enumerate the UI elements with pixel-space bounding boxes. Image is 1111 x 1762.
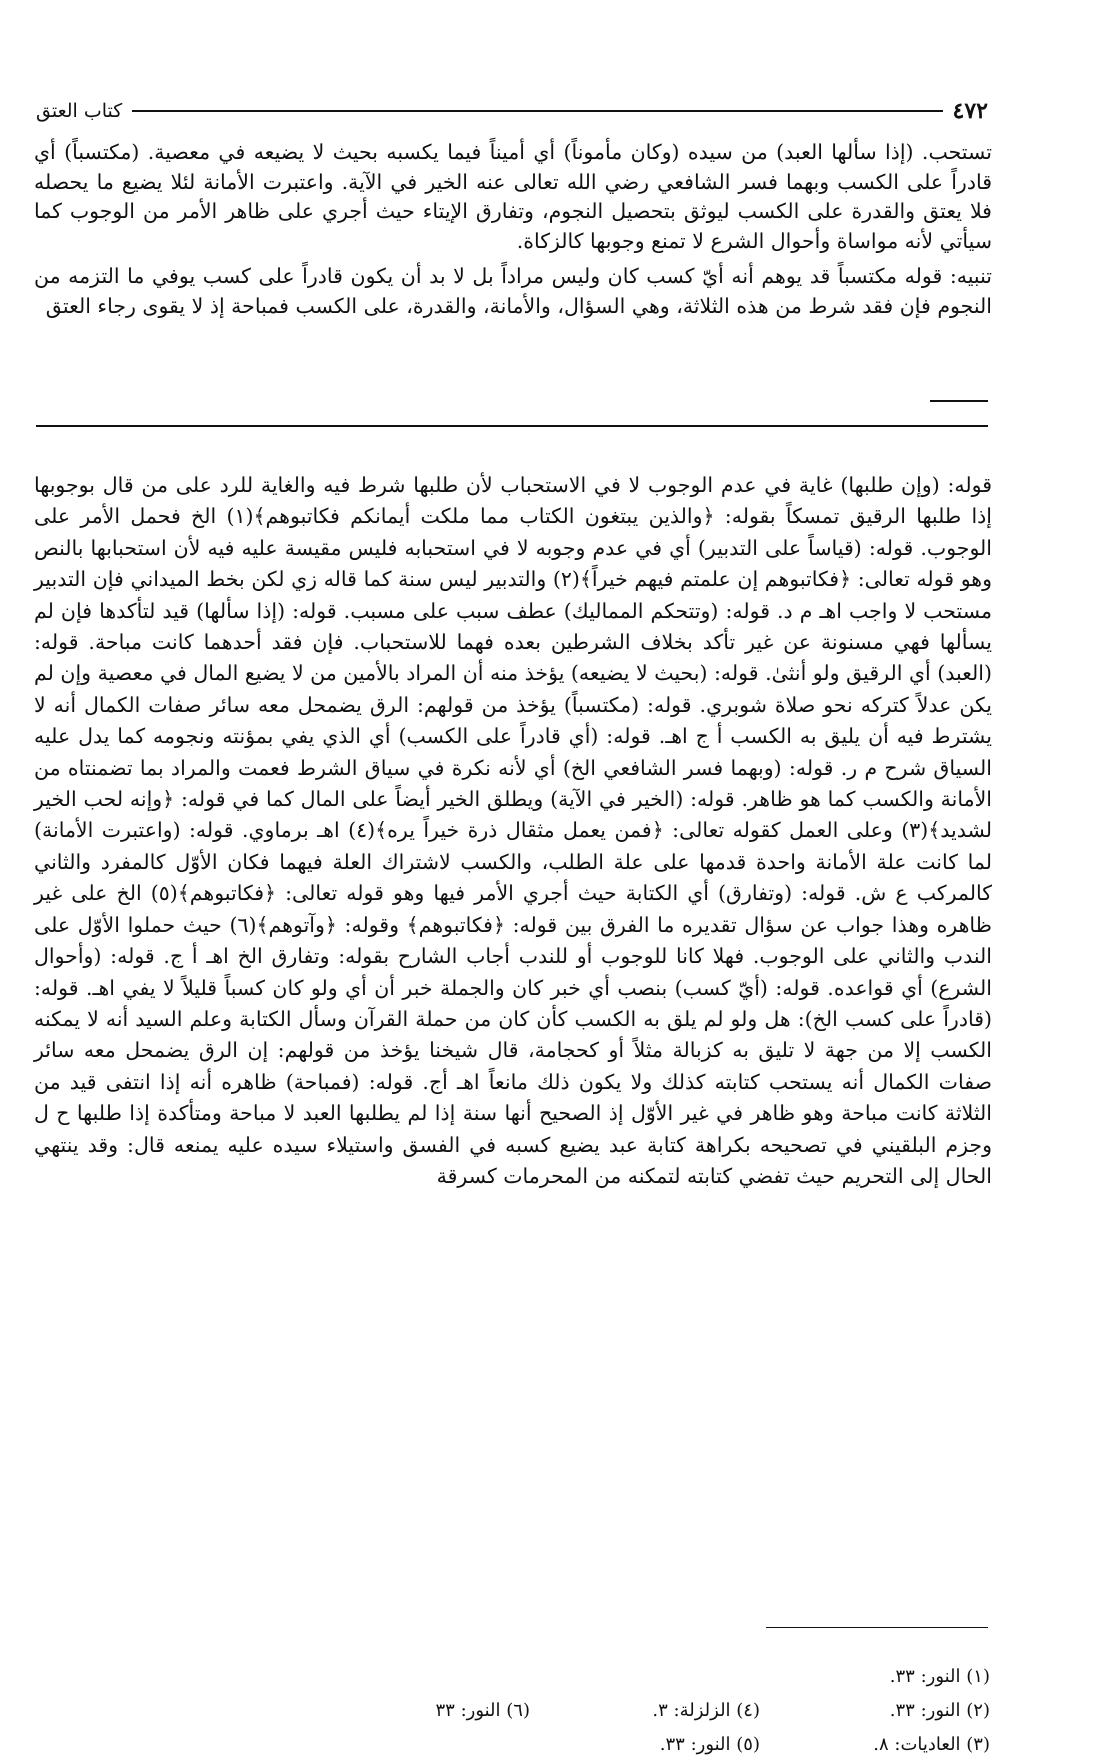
continuation-rule (930, 400, 988, 402)
footnote-row (300, 1694, 990, 1728)
footnote-row (300, 1660, 990, 1694)
footnote-row (300, 1728, 990, 1762)
tanbih-paragraph: تنبيه: قوله مكتسباً قد يوهم أنه أيّ كسب كان وليس مراداً بل لا بد أن يكون قادراً على كسب يوفي ما التزمه من النجوم فإن فقد شرط من هذه الثلاثة، وهي السؤال، والأمانة، والقدرة، على الكسب فمباحة إذ لا يقوى رجاء العتق (34, 264, 992, 318)
main-commentary (34, 138, 992, 321)
footnote-rule (766, 1627, 988, 1628)
gloss-paragraph: قوله: (وإن طلبها) غاية في عدم الوجوب لا في الاستحباب لأن طلبها شرط فيه والغاية للرد على من قال بوجوبها إذا طلبها الرقيق تمسكاً بقوله: ﴿والذين يبتغون الكتاب مما ملكت أيمانكم فكاتبوهم﴾(١) الخ فحمل الأمر على الوجوب. قوله: (قياساً على التدبير) أي في عدم وجوبه لا في استحبابه فليس مقيسة عليه فيه لأن استحبابها بالنص وهو قوله تعالى: ﴿فكاتبوهم إن علمتم فيهم خيراً﴾(٢) والتدبير ليس سنة كما قاله زي لكن بخط الميداني فإن التدبير مستحب لا واجب اهـ م د. قوله: (وتتحكم المماليك) عطف سبب على مسبب. قوله: (إذا سألها) قيد لتأكدها فإن لم يسألها فهي مسنونة عن غير تأكد بخلاف الشرطين بعده فهما للاستحباب. فإن فقد أحدهما كانت مباحة. قوله: (العبد) أي الرقيق ولو أنثىٰ. قوله: (بحيث لا يضيعه) يؤخذ منه أن المراد بالأمين من لا يضيع المال في معصية وإن لم يكن عدلاً كتركه نحو صلاة شوبري. قوله: (مكتسباً) يؤخذ من قولهم: الرق يضمحل معه سائر صفات الكمال أنه لا يشترط فيه أن يليق به الكسب أ ج اهـ. قوله: (أي قادراً على الكسب) أي الذي يفي بمؤنته ونجومه كما يدل عليه السياق شرح م ر. قوله: (وبهما فسر الشافعي الخ) أي لأنه نكرة في سياق الشرط فعمت والمراد بما تضمنتاه من الأمانة والكسب كما هو ظاهر. قوله: (الخير في الآية) ويطلق الخير أيضاً على المال كما في قوله: ﴿وإنه لحب الخير لشديد﴾(٣) وعلى العمل كقوله تعالى: ﴿فمن يعمل مثقال ذرة خيراً يره﴾(٤) اهـ برماوي. قوله: (واعتبرت الأمانة) لما كانت علة الأمانة واحدة قدمها على علة الطلب، والكسب لاشتراك العلة فيهما فكان الأوّل كالمفرد والثاني كالمركب ع ش. قوله: (وتفارق) أي الكتابة حيث أجري الأمر فيها وهو قوله تعالى: ﴿فكاتبوهم﴾(٥) الخ على غير ظاهره وهذا جواب عن سؤال تقديره ما الفرق بين قوله: ﴿فكاتبوهم﴾ وقوله: ﴿وآتوهم﴾(٦) حيث حملوا الأوّل على الندب والثاني على الوجوب. فهلا كانا للوجوب أو للندب أجاب الشارح بقوله: وتفارق الخ اهـ أ ج. قوله: (وأحوال الشرع) أي قواعده. قوله: (أيّ كسب) بنصب أي خبر كان والجملة خبر أن أي ولو كان كسباً قليلاً لا يفي اهـ. قوله: (قادراً على كسب الخ): هل ولو لم يلق به الكسب كأن كان من حملة القرآن وسأل الكتابة وعلم السيد أنه لا يمكنه الكسب إلا من جهة لا تليق به كزبالة مثلاً أو كحجامة، قال شيخنا يؤخذ من قولهم: إن الرق يضمحل معه سائر صفات الكمال أنه يستحب كتابته كذلك ولا يكون ذلك مانعاً اهـ أج. قوله: (فمباحة) ظاهره أنه إذا انتفى قيد من الثلاثة كانت مباحة وهو ظاهر في غير الأوّل إذ الصحيح أنها سنة إذا لم يطلبها العبد لا مباحة ومتأكدة إذا طلبها ح ل وجزم البلقيني في تصحيحه بكراهة كتابة عبد يضيع كسبه في الفسق واستيلاء سيده عليه يمنعه قال: وقد ينتهي الحال إلى التحريم حيث تفضي كتابته لتمكنه من المحرمات كسرقة (34, 473, 993, 1188)
footnote-4: (٤) الزلزلة: ٣. (652, 1700, 760, 1721)
section-divider (36, 425, 988, 427)
header-rule (132, 110, 942, 112)
page-header (36, 92, 988, 130)
footnote-1: (١) النور: ٣٣. (889, 1666, 990, 1687)
book-title: كتاب العتق (36, 100, 123, 122)
gloss-text (34, 470, 992, 1192)
page-number: ٤٧٢ (952, 98, 988, 124)
footnote-2: (٢) النور: ٣٣. (889, 1700, 990, 1721)
footnote-5: (٥) النور: ٣٣. (659, 1734, 760, 1755)
footnotes (300, 1660, 990, 1762)
commentary-paragraph: تستحب. (إذا سألها العبد) من سيده (وكان مأموناً) أي أميناً فيما يكسبه بحيث لا يضيعه في معصية. (مكتسباً) أي قادراً على الكسب وبهما فسر الشافعي رضي الله تعالى عنه الخير في الآية. واعتبرت الأمانة لئلا يضيع ما يحصله فلا يعتق والقدرة على الكسب ليوثق بتحصيل النجوم، وتفارق الإيتاء حيث أجري على ظاهر الأمر من الوجوب كما سيأتي لأنه مواساة وأحوال الشرع لا تمنع وجوبها كالزكاة. (34, 140, 992, 253)
footnote-3: (٣) العاديات: ٨. (873, 1734, 990, 1755)
footnote-6: (٦) النور: ٣٣ (435, 1700, 530, 1721)
